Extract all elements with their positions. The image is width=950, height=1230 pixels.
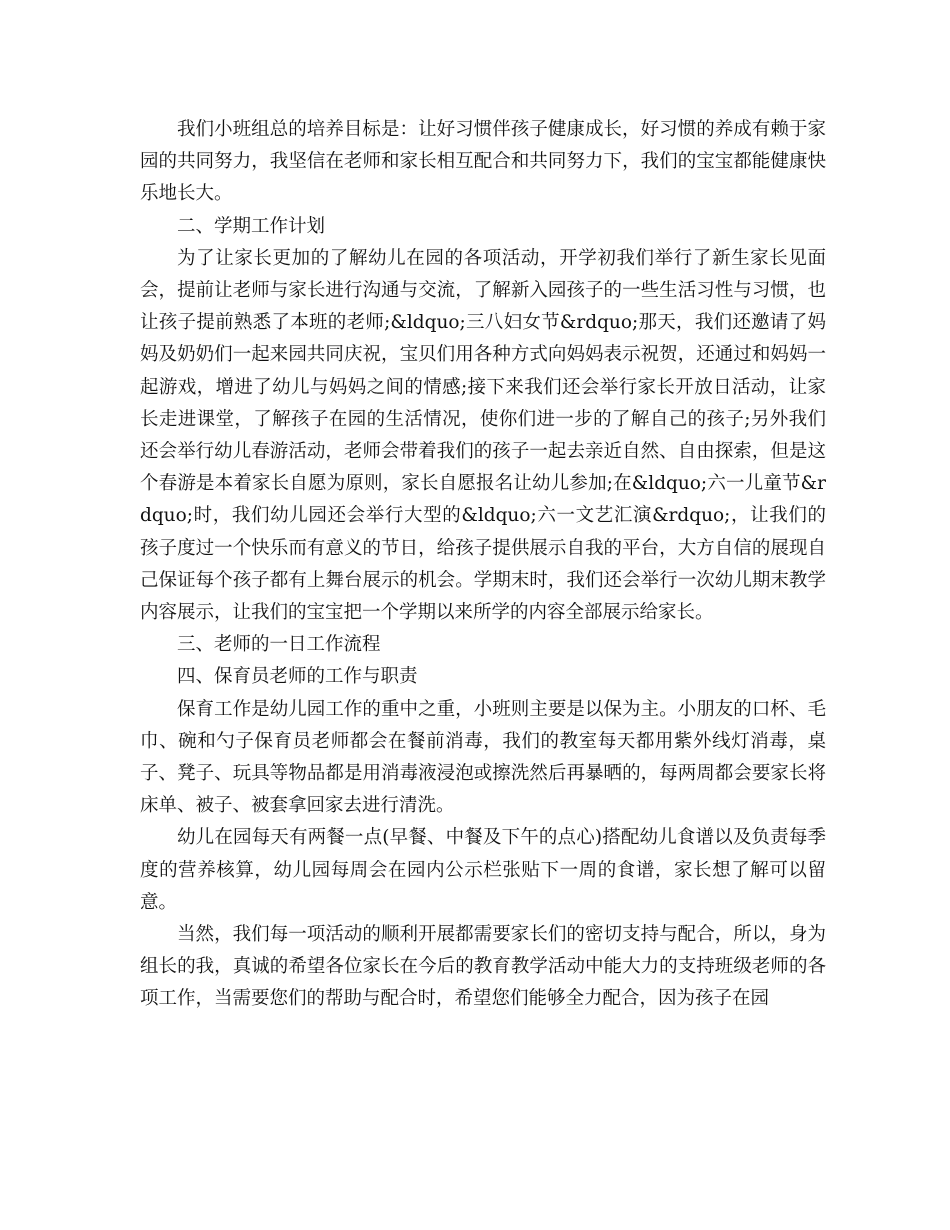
section-heading-daily-workflow: 三、老师的一日工作流程: [177, 634, 381, 656]
document-body: [140, 114, 826, 1016]
section-heading-caregiver-duties: 四、保育员老师的工作与职责: [177, 666, 418, 688]
paragraph-parent-support: 当然，我们每一项活动的顺利开展都需要家长们的密切支持与配合，所以，身为组长的我，真诚的希望各位家长在今后的教育教学活动中能大力的支持班级老师的各项工作，当需要您们的帮助与配合时，希望您们能够全力配合，因为孩子在园: [140, 924, 826, 1010]
paragraph-training-goal: 我们小班组总的培养目标是：让好习惯伴孩子健康成长，好习惯的养成有赖于家园的共同努力，我坚信在老师和家长相互配合和共同努力下，我们的宝宝都能健康快乐地长大。: [140, 119, 826, 205]
paragraph-caregiving-work: 保育工作是幼儿园工作的重中之重，小班则主要是以保为主。小朋友的口杯、毛巾、碗和勺子保育员老师都会在餐前消毒，我们的教室每天都用紫外线灯消毒，桌子、凳子、玩具等物品都是用消毒液浸泡或擦洗然后再暴晒的，每两周都会要家长将床单、被子、被套拿回家去进行清洗。: [140, 698, 826, 817]
section-heading-semester-plan: 二、学期工作计划: [177, 215, 326, 237]
paragraph-semester-activities: 为了让家长更加的了解幼儿在园的各项活动，开学初我们举行了新生家长见面会，提前让老师与家长进行沟通与交流，了解新入园孩子的一些生活习性与习惯，也让孩子提前熟悉了本班的老师;&ldquo;三八妇女节&rdquo;那天，我们还邀请了妈妈及奶奶们一起来园共同庆祝，宝贝们用各种方式向妈妈表示祝贺，还通过和妈妈一起游戏，增进了幼儿与妈妈之间的情感;接下来我们还会举行家长开放日活动，让家长走进课堂，了解孩子在园的生活情况，使你们进一步的了解自己的孩子;另外我们还会举行幼儿春游活动，老师会带着我们的孩子一起去亲近自然、自由探索，但是这个春游是本着家长自愿为原则，家长自愿报名让幼儿参加;在&ldquo;六一儿童节&rdquo;时，我们幼儿园还会举行大型的&ldquo;六一文艺汇演&rdquo;，让我们的孩子度过一个快乐而有意义的节日，给孩子提供展示自我的平台，大方自信的展现自己保证每个孩子都有上舞台展示的机会。学期末时，我们还会举行一次幼儿期末教学内容展示，让我们的宝宝把一个学期以来所学的内容全部展示给家长。: [140, 247, 826, 624]
paragraph-meals: 幼儿在园每天有两餐一点(早餐、中餐及下午的点心)搭配幼儿食谱以及负责每季度的营养核算，幼儿园每周会在园内公示栏张贴下一周的食谱，家长想了解可以留意。: [140, 827, 826, 913]
